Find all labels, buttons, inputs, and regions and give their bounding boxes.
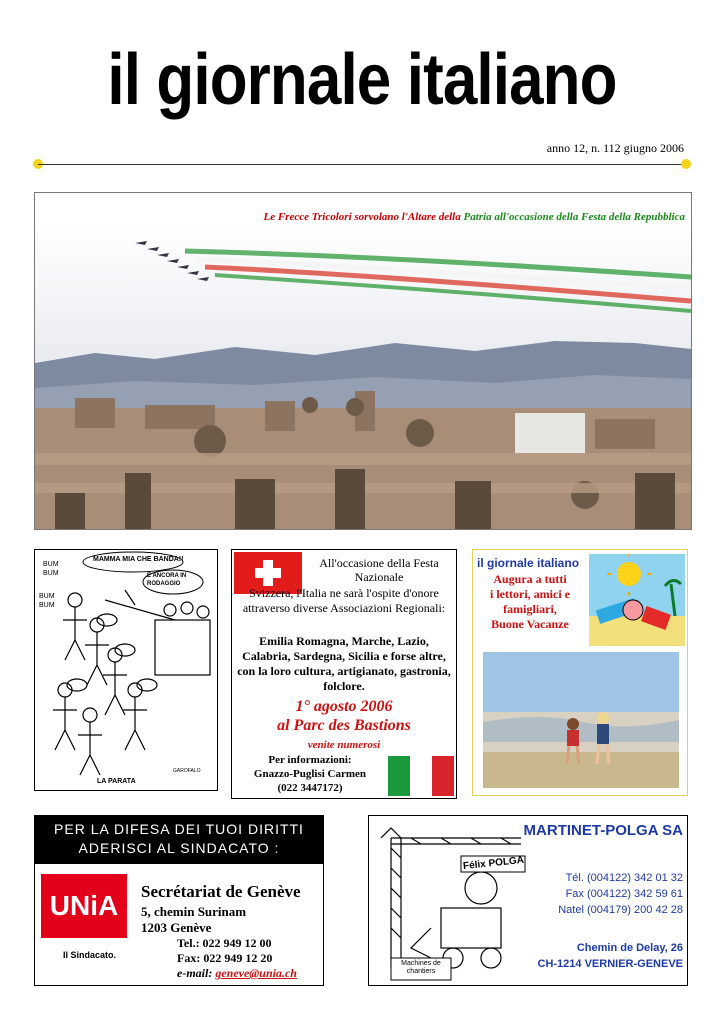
festa-info-label: Per informazioni:: [268, 754, 352, 766]
children-on-beach-photo: [483, 652, 679, 788]
unia-city: 1203 Genève: [141, 920, 212, 935]
cartoon-box: [34, 549, 218, 791]
martinet-street: Chemin de Delay, 26: [576, 942, 683, 954]
cartoon-sound-1: BUM BUM: [43, 561, 59, 577]
festa-intro: All'occasione della Festa Nazionale: [319, 556, 439, 584]
martinet-tel: Tél. (004122) 342 01 32: [565, 872, 683, 884]
polga-sign-2: Machines de chantiers: [401, 960, 441, 975]
polga-sign: Félix POLGA: [462, 854, 525, 873]
unia-tagline: Il Sindacato.: [63, 950, 117, 960]
unia-logo: UNiA: [41, 874, 127, 938]
unia-banner: PER LA DIFESA DEI TUOI DIRITTI ADERISCI AL SINDACATO :: [35, 816, 323, 864]
masthead-title: il giornale italiano: [107, 40, 617, 120]
main-photo: [34, 192, 692, 530]
unia-email-line: e-mail: geneve@unia.ch: [177, 966, 297, 980]
festa-text: Svizzera, l'Italia ne sarà l'ospite d'onore attraverso diverse Associazioni Regionali:: [242, 586, 446, 615]
festa-place: al Parc des Bastions: [277, 717, 411, 734]
festa-regions: Emilia Romagna, Marche, Lazio, Calabria, Sardegna, Sicilia e forse altre, con la loro cultura, artigianato, gastronia, folclore.: [237, 634, 451, 693]
festa-nazionale-box: [231, 549, 457, 799]
unia-street: 5, chemin Surinam: [141, 904, 247, 919]
martinet-natel: Natel (004179) 200 42 28: [558, 904, 683, 916]
construction-machine-illustration: [371, 818, 527, 982]
unia-ad: [34, 815, 324, 986]
martinet-name: MARTINET-POLGA SA: [523, 822, 683, 839]
cartoon-sound-2: BUM BUM: [39, 593, 55, 609]
festa-invite: venite numerosi: [307, 739, 381, 751]
vacanze-brand: il giornale italiano: [477, 556, 580, 570]
festa-contact: Gnazzo-Puglisi Carmen: [253, 768, 367, 780]
issue-info: anno 12, n. 112 giugno 2006: [546, 141, 684, 155]
festa-phone: (022 3447172): [277, 782, 343, 794]
italian-flag-icon: [388, 756, 454, 796]
vacanze-box: [472, 549, 688, 796]
unia-tel: Tel.: 022 949 12 00: [177, 936, 272, 950]
unia-email-link[interactable]: geneve@unia.ch: [215, 966, 297, 980]
masthead-rule: [38, 164, 686, 165]
beach-sun-icon: [589, 554, 685, 646]
rule-dot-right: [681, 159, 691, 169]
cartoon-bubble-1: MAMMA MIA CHE BANDA!!: [93, 556, 184, 563]
martinet-ad: [368, 815, 688, 986]
unia-fax: Fax: 022 949 12 20: [177, 951, 273, 965]
rome-skyline-image: [35, 193, 691, 529]
cartoon-signature: GAROFALO: [173, 768, 201, 774]
unia-office: Secrétariat de Genève: [141, 882, 301, 901]
festa-date: 1° agosto 2006: [295, 698, 393, 715]
martinet-city: CH-1214 VERNIER-GENEVE: [537, 958, 683, 970]
photo-caption: Le Frecce Tricolori sorvolano l'Altare della Patria all'occasione della Festa della Repubblica: [263, 211, 685, 223]
vacanze-greeting: Augura a tutti i lettori, amici e famigliari, Buone Vacanze: [490, 572, 570, 631]
cartoon-title: LA PARATA: [97, 778, 136, 785]
martinet-fax: Fax (004122) 342 59 61: [565, 888, 683, 900]
cartoon-bubble-2: È ANCORA IN RODAGGIO: [147, 573, 187, 587]
